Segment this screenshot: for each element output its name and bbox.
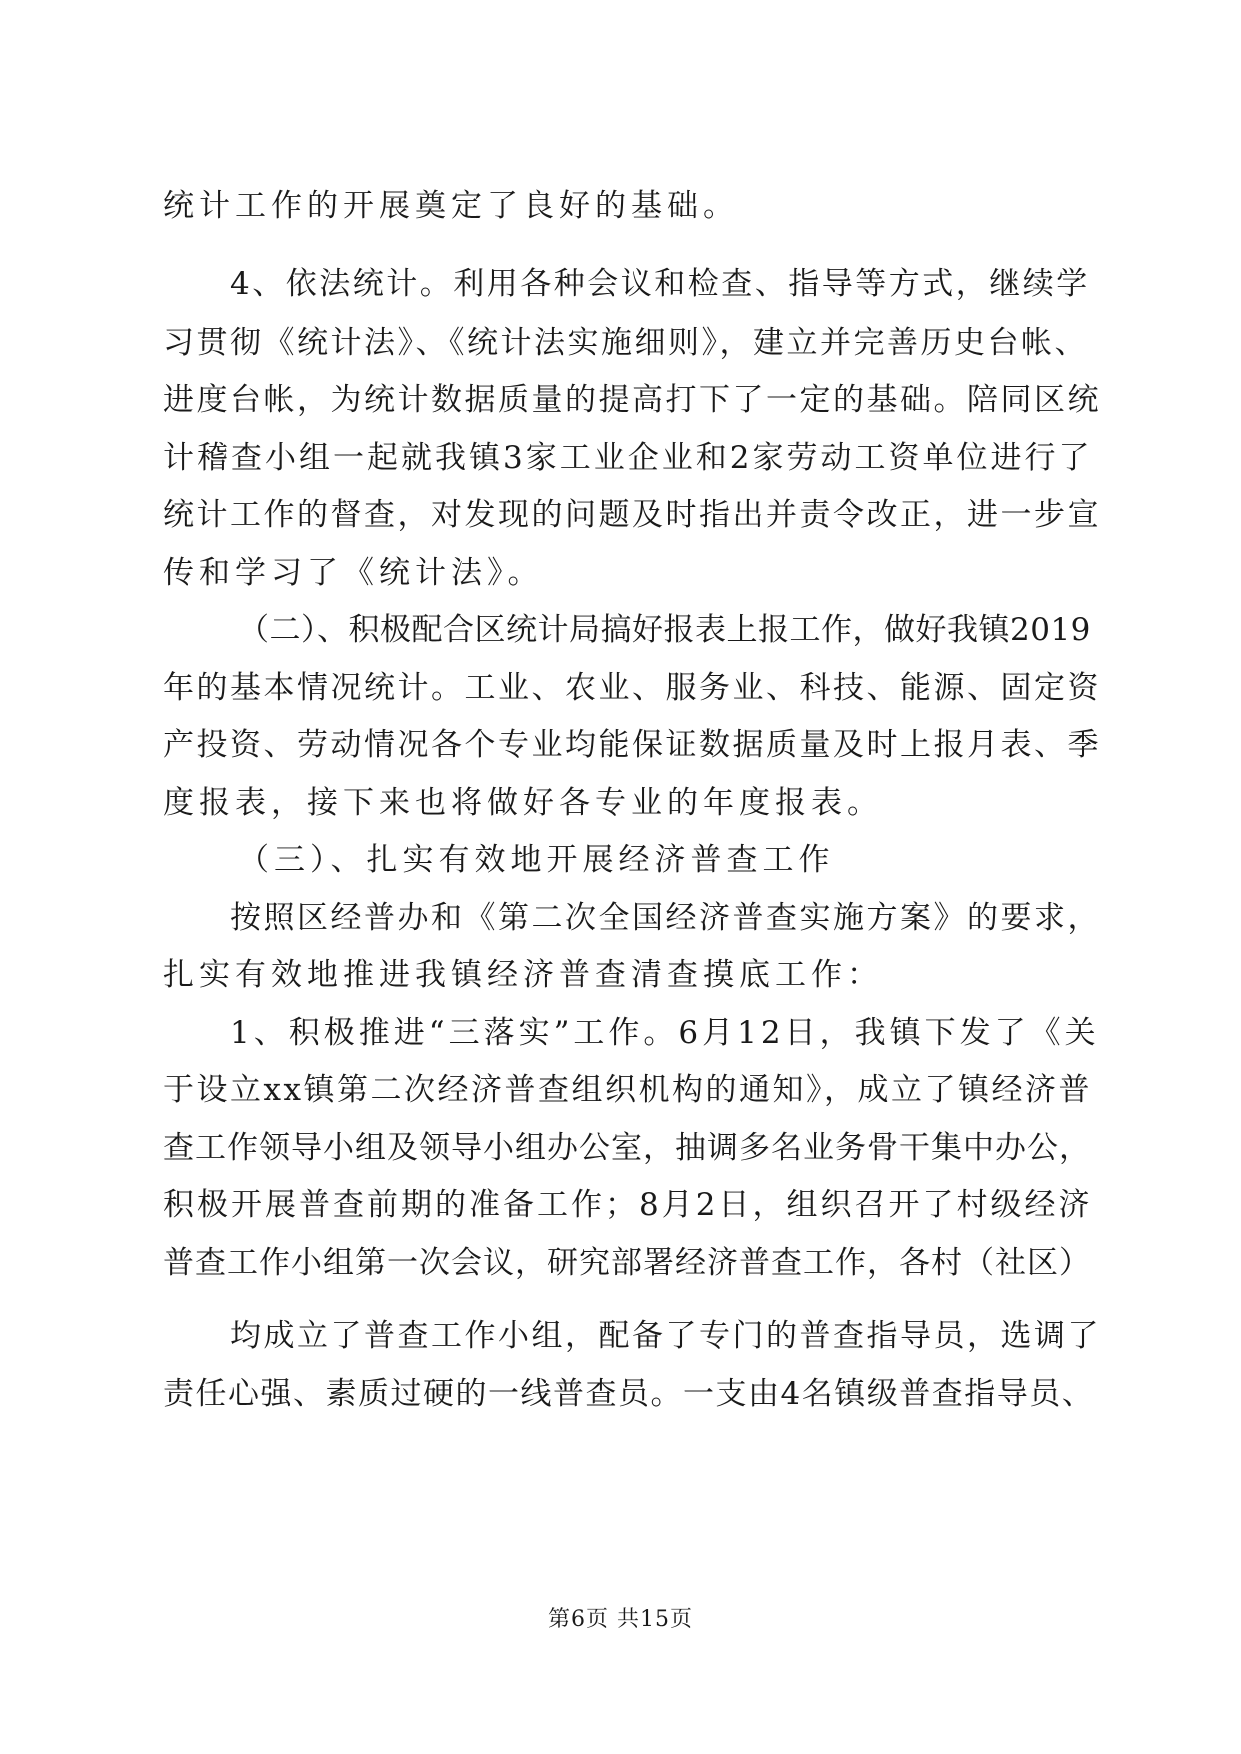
paragraph-line: 积极开展普查前期的准备工作；8月2日，组织召开了村级经济 — [163, 1187, 1093, 1223]
paragraph-line: 度报表，接下来也将做好各专业的年度报表。 — [163, 785, 883, 821]
paragraph-line: 产投资、劳动情况各个专业均能保证数据质量及时上报月表、季 — [163, 727, 1101, 763]
page-number-footer: 第6页 共15页 — [548, 1607, 693, 1632]
section-heading-line: （二）、积极配合区统计局搞好报表上报工作，做好我镇2019 — [238, 612, 1091, 648]
paragraph-line: 计稽查小组一起就我镇3家工业企业和2家劳动工资单位进行了 — [163, 440, 1093, 476]
paragraph-line: 普查工作小组第一次会议，研究部署经济普查工作，各村（社区） — [163, 1245, 1091, 1281]
paragraph-line: 1、积极推进“三落实”工作。6月12日，我镇下发了《关 — [230, 1015, 1100, 1051]
paragraph-line: 均成立了普查工作小组，配备了专门的普查指导员，选调了 — [230, 1318, 1101, 1354]
paragraph-line: 查工作领导小组及领导小组办公室，抽调多名业务骨干集中办公， — [163, 1130, 1091, 1166]
paragraph-line: 传和学习了《统计法》。 — [163, 555, 544, 591]
paragraph-line: 习贯彻《统计法》、《统计法实施细则》，建立并完善历史台帐、 — [163, 325, 1088, 361]
paragraph-line: 统计工作的开展奠定了良好的基础。 — [163, 188, 739, 224]
paragraph-line: 进度台帐，为统计数据质量的提高打下了一定的基础。陪同区统 — [163, 382, 1101, 418]
section-heading: （三）、扎实有效地开展经济普查工作 — [238, 842, 835, 878]
paragraph-line: 于设立xx镇第二次经济普查组织机构的通知》，成立了镇经济普 — [163, 1072, 1092, 1108]
paragraph-line: 统计工作的督查，对发现的问题及时指出并责令改正，进一步宣 — [163, 497, 1101, 533]
paragraph-line: 按照区经普办和《第二次全国经济普查实施方案》的要求， — [230, 900, 1101, 936]
paragraph-line: 扎实有效地推进我镇经济普查清查摸底工作： — [163, 957, 883, 993]
paragraph-line: 4、依法统计。利用各种会议和检查、指导等方式，继续学 — [230, 266, 1090, 302]
paragraph-line: 年的基本情况统计。工业、农业、服务业、科技、能源、固定资 — [163, 670, 1101, 706]
paragraph-line: 责任心强、素质过硬的一线普查员。一支由4名镇级普查指导员、 — [163, 1376, 1095, 1412]
